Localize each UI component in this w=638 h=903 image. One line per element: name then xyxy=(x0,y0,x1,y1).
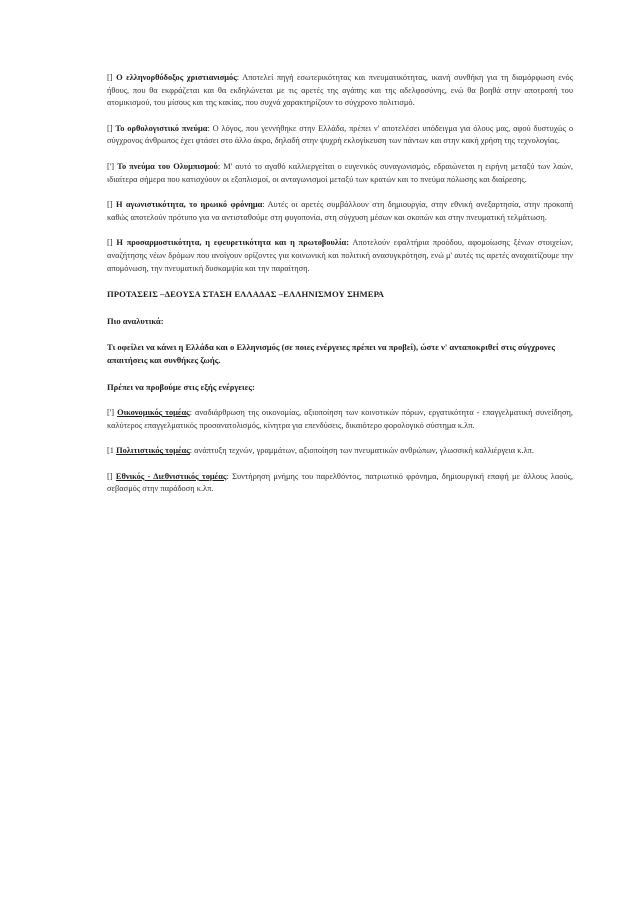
paragraph-title: Το πνεύμα του Ολυμπισμού xyxy=(117,161,218,171)
actions-heading: Πρέπει να προβούμε στις εξής ενέργειες: xyxy=(107,381,255,392)
bullet-marker: [] xyxy=(107,73,113,82)
section-heading: ΠΡΟΤΑΣΕΙΣ –ΔΕΟΥΣΑ ΣΤΑΣΗ ΕΛΛΑΔΑΣ –ΕΛΛΗΝΙΣΜΟΥ ΣΗΜΕΡΑ xyxy=(107,289,385,300)
sector-cultural xyxy=(107,445,573,458)
paragraph-title: Η προσαρμοστικότητα, η εφευρετικότητα και η πρωτοβουλία: xyxy=(116,238,350,248)
sector-text: : Συντήρηση μνήμης του παρελθόντος, πατριωτικό φρόνημα, δημιουργική επαφή με άλλους λαούς, σεβασμός στην παράδοση κ.λπ. xyxy=(107,471,574,494)
bullet-marker: [] xyxy=(107,238,113,248)
bullet-marker: ['] xyxy=(107,161,115,171)
bullet-marker: [] xyxy=(107,200,113,210)
sub-heading: Πιο αναλυτικά: xyxy=(107,315,164,326)
paragraph-text: : Ο λόγος, που γεννήθηκε στην Ελλάδα, πρέπει ν' αποτελέσει υπόδειγμα για όλους μας, αφού δυστυχώς ο σύγχρονος άνθρωπος έχει φτάσει στο άλλο άκρο, δηλαδή στην ψυχρή εκλογίκευση των πάντων και στην κακή χρήση της τεχνολογίας. xyxy=(107,123,574,146)
paragraph-olympism xyxy=(107,161,573,186)
sector-title: Εθνικός - Διεθνιστικός τομέας xyxy=(115,471,227,481)
sector-title: Οικονομικός τομέας xyxy=(117,408,190,418)
sector-text: : ανάπτυξη τεχνών, γραμμάτων, αξιοποίηση των πνευματικών ανθρώπων, γλωσσική καλλιέργεια κ.λπ. xyxy=(189,446,534,456)
paragraph-text: : Αυτές οι αρετές συμβάλλουν στη δημιουργία, στην εθνική ανεξαρτησία, στην προκοπή καθώς αποτελούν πρότυπο για να αντισταθούμε στη φυγοπονία, στη σύγχυση μέσων και σκοπών και στην πνευματική τελμάτωση. xyxy=(107,200,573,222)
sector-title: Πολιτιστικός τομέας xyxy=(116,446,190,456)
question-heading: Τι οφείλει να κάνει η Ελλάδα και ο Ελληνισμός (σε ποιες ενέργειες πρέπει να προβεί), ώστε ν' ανταποκριθεί στις σύγχρονες απαιτήσεις και συνθήκες ζωής. xyxy=(107,342,556,365)
paragraph-text: : Μ' αυτό το αγαθό καλλιεργείται ο ευγενικός συναγωνισμός, εδραιώνεται η ειρήνη μεταξύ των λαών, ιδιαίτερα σήμερα που κατισχύουν οι εξοπλισμοί, οι ανταγωνισμοί μεταξύ των κρατών και το πνεύμα πόλωσης και διαίρεσης. xyxy=(107,161,573,184)
bullet-marker: [1 xyxy=(107,446,114,456)
paragraph-title: Το ορθολογιστικό πνεύμα xyxy=(115,123,208,133)
paragraph-adaptability xyxy=(107,237,573,275)
document-page xyxy=(107,72,573,509)
paragraph-title: Ο ελληνορθόδοξος χριστιανισμός xyxy=(116,73,237,82)
bullet-marker: [] xyxy=(107,471,113,481)
paragraph-christianity xyxy=(107,72,573,110)
sector-economic xyxy=(107,407,573,432)
paragraph-heroism xyxy=(107,199,573,224)
paragraph-text: : Αποτελεί πηγή εσωτερικότητας και πνευματικότητας, ικανή συνθήκη για τη διαμόρφωση ενός ήθους, που θα εκφράζεται και θα εκδηλώνεται με τις αρετές της αγάπης και της αδελφοσύνης, ενώ θα βοηθά στην αποτροπή του ατομικισμού, του μίσους και της κακίας, που συχνά χαρακτηρίζουν το σύγχρονο πολιτισμό. xyxy=(107,73,574,108)
paragraph-rationalism xyxy=(107,123,573,148)
paragraph-text: Αποτελούν εφαλτήρια προόδου, αφομοίωσης ξένων στοιχείων, αναζήτησης νέων δρόμων που ανοίγουν ορίζοντες για κοινωνική και πολιτική ανασυγκρότηση, ενώ μ' αυτές τις αρετές αναχαιτίζουμε την απομόνωση, την πνευματική δυσκαμψία και την παραίτηση. xyxy=(107,238,574,273)
sector-national xyxy=(107,471,573,496)
bullet-marker: [] xyxy=(107,123,113,133)
sector-text: : αναδιάρθρωση της οικονομίας, αξιοποίηση των κοινοτικών πόρων, εργατικότητα - επαγγελματική συνείδηση, καλύτερος επαγγελματικός προσανατολισμός, κίνητρα για επενδύσεις, δικαιότερο φορολογικό σύστημα κ.λπ. xyxy=(107,408,573,430)
paragraph-title: Η αγωνιστικότητα, το ηρωικό φρόνημα xyxy=(115,200,263,210)
bullet-marker: ['] xyxy=(107,408,115,418)
